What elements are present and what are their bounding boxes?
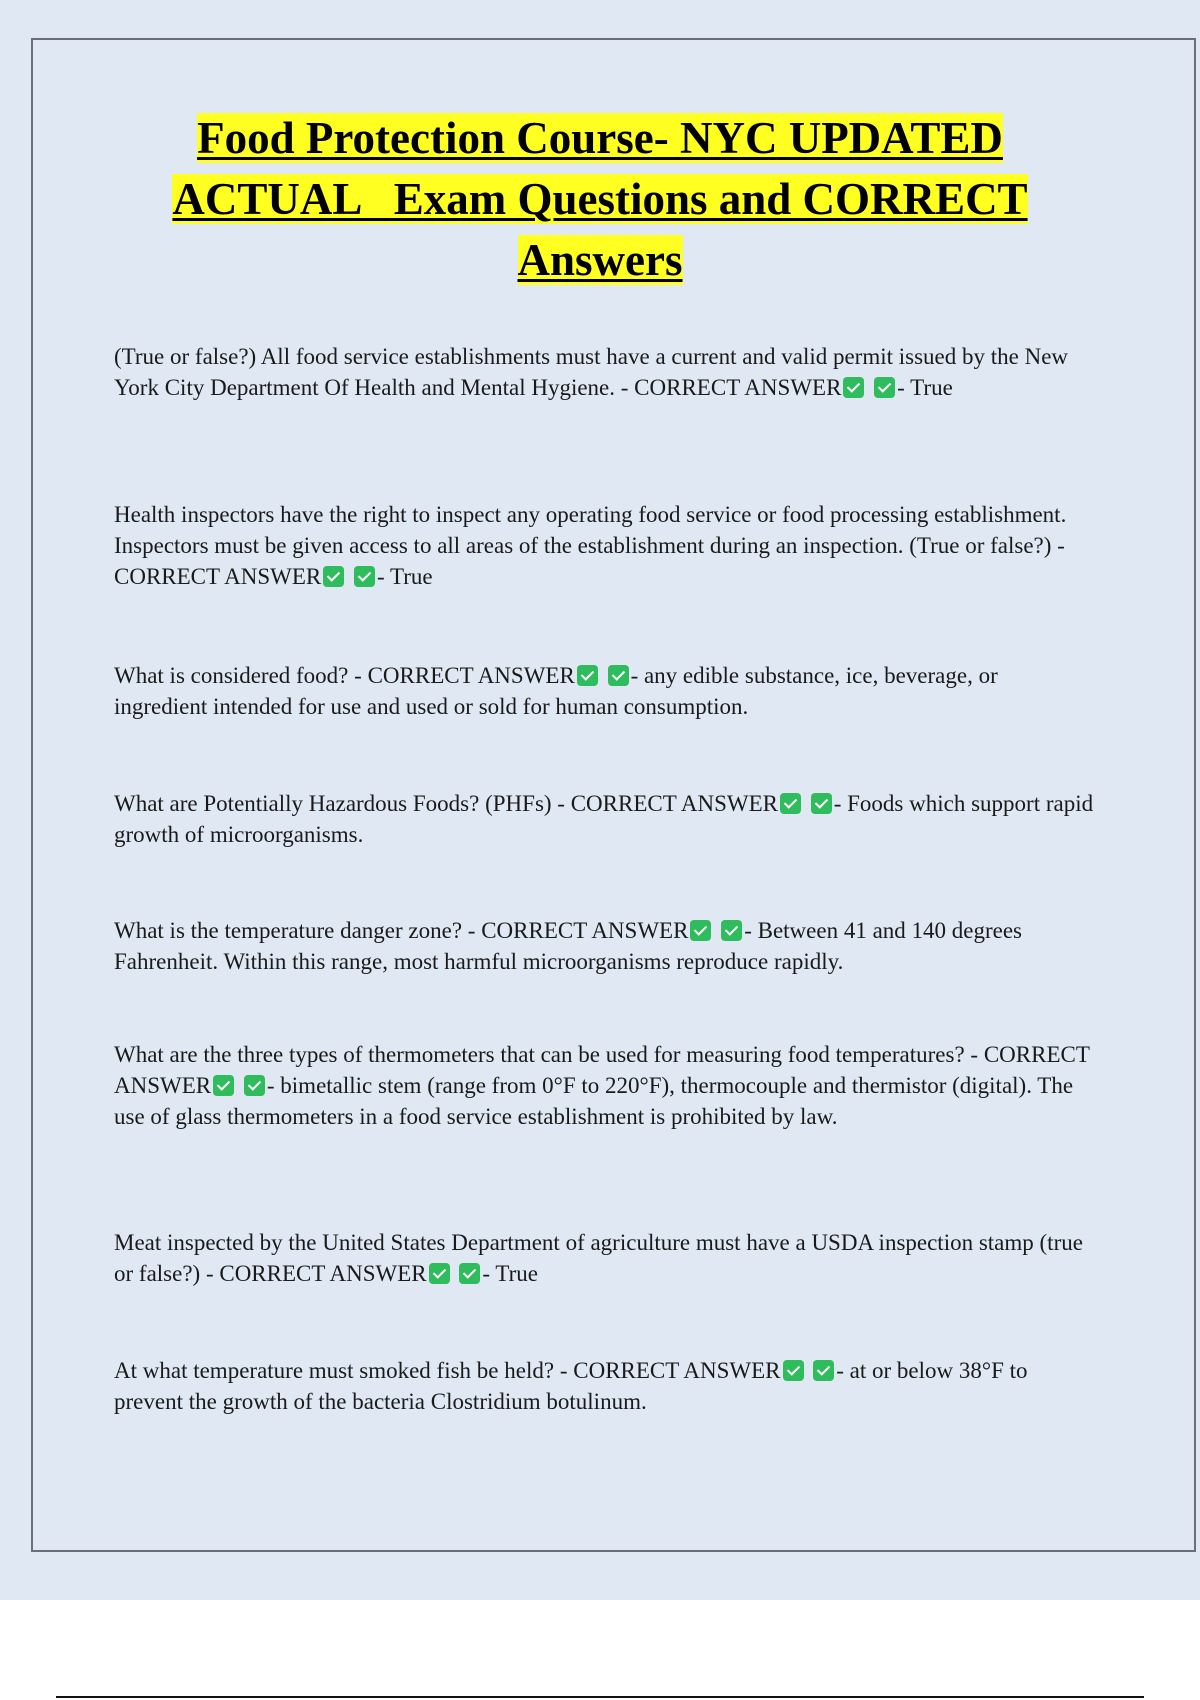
- question-text: (True or false?) All food service establishments must have a current and valid permit issued by the New York City Department Of Health and Mental Hygiene. -: [114, 344, 1069, 400]
- answer-marker: CORRECT ANSWER: [573, 1358, 781, 1383]
- answer-text: - at or below 38°F to prevent the growth of the bacteria Clostridium botulinum.: [114, 1358, 1028, 1414]
- answer-text: - Foods which support rapid growth of microorganisms.: [114, 791, 1094, 847]
- answer-marker: CORRECT ANSWER: [219, 1261, 427, 1286]
- title-line: Food Protection Course- NYC UPDATED: [197, 113, 1003, 163]
- green-check-box-icon: [429, 1263, 450, 1284]
- green-check-box-icon: [244, 1075, 265, 1096]
- answer-text: - True: [482, 1261, 538, 1286]
- question-text: What is the temperature danger zone? -: [114, 918, 476, 943]
- answer-text: - True: [897, 375, 953, 400]
- answer-marker: CORRECT ANSWER: [481, 918, 689, 943]
- green-check-box-icon: [780, 793, 801, 814]
- answer-marker: CORRECT ANSWER: [634, 375, 842, 400]
- green-check-box-icon: [843, 377, 864, 398]
- green-check-box-icon: [577, 665, 598, 686]
- green-check-box-icon: [811, 793, 832, 814]
- question-text: What are Potentially Hazardous Foods? (PHFs) -: [114, 791, 565, 816]
- qa-item-1: [114, 341, 1094, 403]
- answer-marker: CORRECT ANSWER: [570, 791, 778, 816]
- question-text: At what temperature must smoked fish be held? -: [114, 1358, 568, 1383]
- green-check-box-icon: [608, 665, 629, 686]
- question-text: What are the three types of thermometers that can be used for measuring food temperatures? -: [114, 1042, 979, 1067]
- qa-item-4: [114, 788, 1094, 850]
- title-line: ACTUAL Exam Questions and CORRECT: [172, 174, 1028, 224]
- qa-item-3: [114, 660, 1094, 722]
- green-check-box-icon: [813, 1360, 834, 1381]
- green-check-box-icon: [354, 566, 375, 587]
- answer-marker: CORRECT ANSWER: [114, 1042, 1090, 1098]
- answer-marker: CORRECT ANSWER: [367, 663, 575, 688]
- answer-text: - bimetallic stem (range from 0°F to 220°F), thermocouple and thermistor (digital). The use of glass thermometers in a food service establishment is prohibited by law.: [114, 1073, 1074, 1129]
- green-check-box-icon: [874, 377, 895, 398]
- question-text: Meat inspected by the United States Department of agriculture must have a USDA inspection stamp (true or false?) -: [114, 1230, 1083, 1286]
- qa-item-5: [114, 915, 1094, 977]
- answer-text: - any edible substance, ice, beverage, or ingredient intended for use and used or sold for human consumption.: [114, 663, 998, 719]
- question-text: Health inspectors have the right to inspect any operating food service or food processing establishment. Inspectors must be given access to all areas of the establishment during an inspection. (True or false?) -: [114, 502, 1067, 558]
- qa-item-6: [114, 1039, 1094, 1132]
- answer-text: - True: [377, 564, 433, 589]
- green-check-box-icon: [213, 1075, 234, 1096]
- qa-item-2: [114, 499, 1094, 592]
- green-check-box-icon: [721, 920, 742, 941]
- green-check-box-icon: [690, 920, 711, 941]
- question-text: What is considered food? -: [114, 663, 362, 688]
- document-title: [60, 108, 1140, 291]
- bottom-divider: [56, 1696, 1144, 1698]
- title-line: Answers: [517, 235, 683, 285]
- green-check-box-icon: [783, 1360, 804, 1381]
- qa-item-8: [114, 1355, 1094, 1417]
- answer-text: - Between 41 and 140 degrees Fahrenheit. Within this range, most harmful microorganisms reproduce rapidly.: [114, 918, 1023, 974]
- green-check-box-icon: [323, 566, 344, 587]
- qa-item-7: [114, 1227, 1094, 1289]
- answer-marker: CORRECT ANSWER: [114, 564, 322, 589]
- green-check-box-icon: [459, 1263, 480, 1284]
